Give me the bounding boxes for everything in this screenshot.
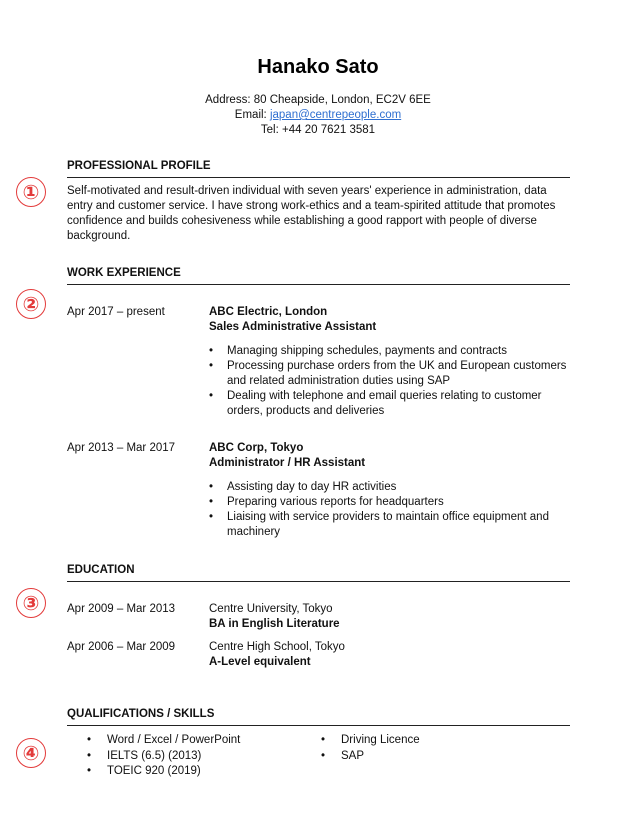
tel-value: +44 20 7621 3581 bbox=[282, 124, 376, 136]
job-company: ABC Corp, Tokyo bbox=[209, 442, 304, 454]
education-heading: EDUCATION bbox=[67, 563, 570, 582]
address-label: Address: bbox=[205, 94, 251, 106]
address-line bbox=[0, 93, 636, 108]
list-item: • Managing shipping schedules, payments and contracts bbox=[209, 345, 508, 357]
education-entry bbox=[209, 640, 569, 670]
skills-heading: QUALIFICATIONS / SKILLS bbox=[67, 707, 570, 726]
qualification: BA in English Literature bbox=[209, 618, 340, 630]
education-dates: Apr 2009 – Mar 2013 bbox=[67, 603, 176, 615]
list-item: • TOEIC 920 (2019) bbox=[87, 765, 201, 777]
job-company: ABC Electric, London bbox=[209, 306, 328, 318]
job-duties-list bbox=[209, 344, 569, 419]
school-name: Centre High School, Tokyo bbox=[209, 641, 345, 653]
list-item: • Liaising with service providers to maintain office equipment and machinery bbox=[209, 511, 549, 538]
job-entry bbox=[209, 441, 569, 471]
job-role: Sales Administrative Assistant bbox=[209, 321, 377, 333]
job-dates: Apr 2013 – Mar 2017 bbox=[67, 442, 176, 454]
job-dates: Apr 2017 – present bbox=[67, 306, 165, 318]
list-item: • Preparing various reports for headquarters bbox=[209, 496, 444, 508]
list-item: • Word / Excel / PowerPoint bbox=[87, 734, 241, 746]
education-entry bbox=[209, 602, 569, 632]
email-line bbox=[0, 108, 636, 123]
section-marker-2: ② bbox=[16, 289, 46, 319]
qualification: A-Level equivalent bbox=[209, 656, 311, 668]
profile-heading: PROFESSIONAL PROFILE bbox=[67, 159, 570, 178]
school-name: Centre University, Tokyo bbox=[209, 603, 333, 615]
email-link[interactable]: japan@centrepeople.com bbox=[269, 109, 402, 121]
address-value: 80 Cheapside, London, EC2V 6EE bbox=[253, 94, 431, 106]
email-label: Email: bbox=[234, 109, 267, 121]
list-item: • Assisting day to day HR activities bbox=[209, 481, 397, 493]
job-duties-list bbox=[209, 480, 569, 540]
section-marker-1: ① bbox=[16, 177, 46, 207]
education-dates: Apr 2006 – Mar 2009 bbox=[67, 641, 176, 653]
section-marker-4: ④ bbox=[16, 738, 46, 768]
skills-list-right bbox=[321, 733, 541, 764]
list-item: • IELTS (6.5) (2013) bbox=[87, 749, 202, 762]
list-item: • SAP bbox=[321, 749, 365, 762]
section-marker-3: ③ bbox=[16, 588, 46, 618]
list-item: • Dealing with telephone and email queries relating to customer orders, products and deliveries bbox=[209, 390, 542, 417]
work-heading: WORK EXPERIENCE bbox=[67, 266, 570, 285]
list-item: • Driving Licence bbox=[321, 734, 420, 746]
skills-list-left bbox=[87, 733, 297, 780]
job-entry bbox=[209, 305, 569, 335]
tel-label: Tel: bbox=[260, 124, 279, 136]
tel-line bbox=[0, 123, 636, 138]
job-role: Administrator / HR Assistant bbox=[209, 457, 366, 469]
profile-text: Self-motivated and result-driven individual with seven years' experience in administration, data entry and customer service. I have strong work-ethics and a team-spirited attitude that promotes confidence and builds cohesiveness while establishing a good rapport with people of diverse background. bbox=[67, 185, 556, 242]
candidate-name: Hanako Sato bbox=[257, 56, 379, 78]
list-item: • Processing purchase orders from the UK and European customers and related administration duties using SAP bbox=[209, 360, 567, 387]
contact-block bbox=[0, 93, 636, 138]
